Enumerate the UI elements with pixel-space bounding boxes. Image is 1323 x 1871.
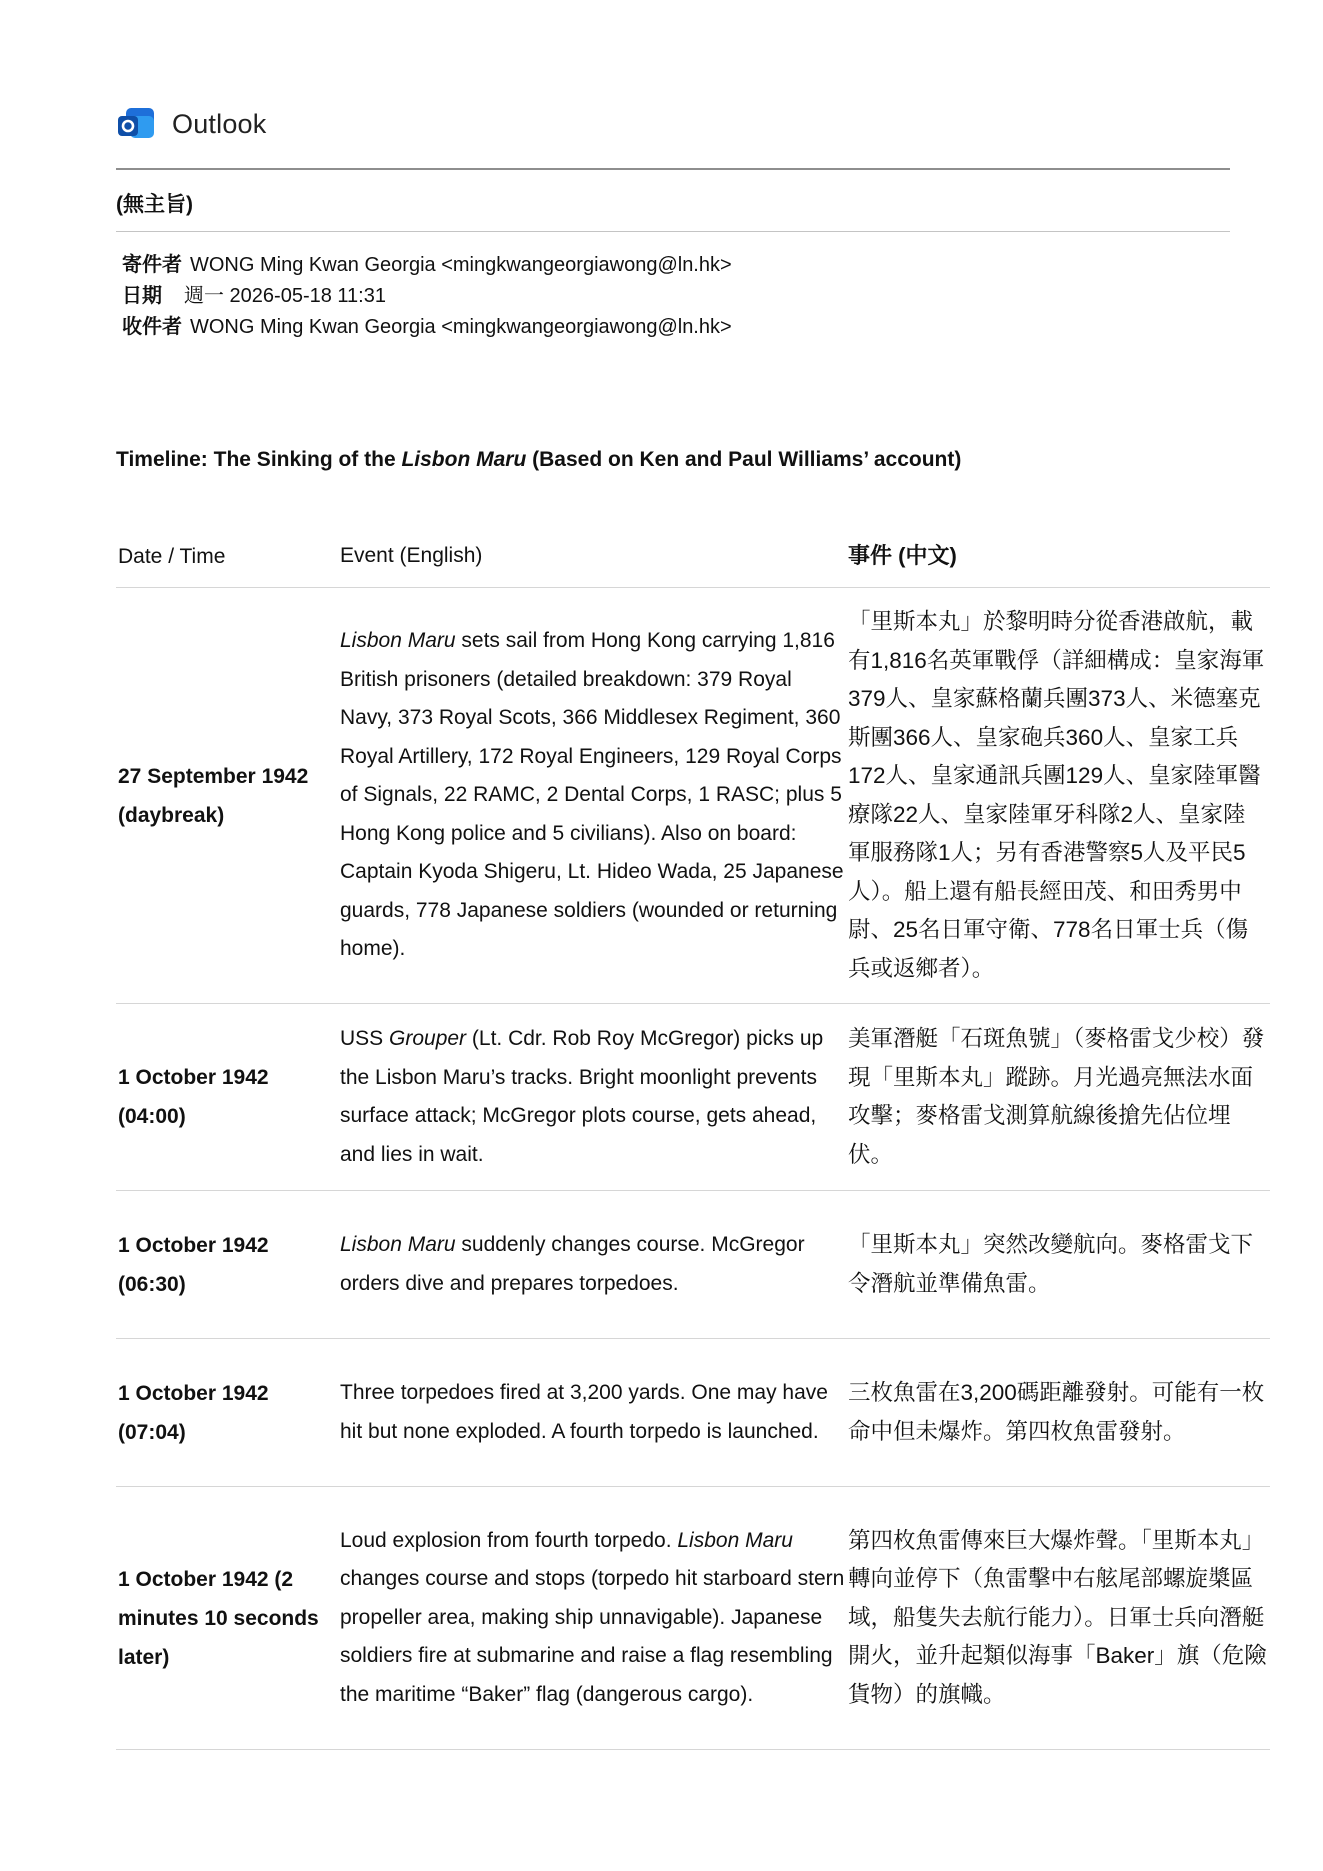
- row-event-en-ship: Lisbon Maru: [340, 1233, 456, 1256]
- row-event-en-post: sets sail from Hong Kong carrying 1,816 British prisoners (detailed breakdown: 379 Royal Navy, 373 Royal Scots, 366 Middlesex Regiment, 360 Royal Artillery, 172 Royal Engineers, 129 Royal Corps of Signals, 22 RAMC, 2 Dental Corps, 1 RASC; plus 5 Hong Kong police and 5 civilians). Also on board: Captain Kyoda Shigeru, Lt. Hideo Wada, 25 Japanese guards, 778 Japanese soldiers (wounded or returning home).: [340, 629, 844, 961]
- row-event-en-pre: Loud explosion from fourth torpedo.: [340, 1528, 678, 1552]
- app-name: Outlook: [172, 108, 267, 139]
- row-event-en: [340, 1020, 848, 1174]
- from-value: WONG Ming Kwan Georgia <mingkwangeorgiawong@ln.hk>: [190, 254, 732, 276]
- header-divider: [116, 168, 1230, 170]
- table-header-row: [116, 525, 1270, 588]
- timeline-title-suffix: (Based on Ken and Paul Williams’ account): [526, 448, 962, 471]
- timeline-title: [116, 448, 961, 472]
- header-event-zh: 事件 (中文): [848, 542, 957, 568]
- row-event-zh: 第四枚魚雷傳來巨大爆炸聲。「里斯本丸」轉向並停下（魚雷擊中右舷尾部螺旋槳區域，船隻失去航行能力）。日軍士兵向潛艇開火，並升起類似海事「Baker」旗（危險貨物）的旗幟。: [848, 1527, 1267, 1707]
- row-event-en-ship: Grouper: [389, 1027, 467, 1050]
- row-event-en: [340, 1522, 848, 1715]
- row-date: 27 September 1942 (daybreak): [118, 764, 309, 827]
- table-row: [116, 1004, 1270, 1191]
- row-date: 1 October 1942 (07:04): [118, 1381, 269, 1444]
- row-event-en-post: (Lt. Cdr. Rob Roy McGregor) picks up the Lisbon Maru’s tracks. Bright moonlight prevents surface attack; McGregor plots course, gets ahead, and lies in wait.: [340, 1027, 824, 1166]
- row-event-en: [340, 1226, 848, 1303]
- email-subject: (無主旨): [116, 193, 193, 216]
- row-event-zh: 「里斯本丸」於黎明時分從香港啟航，載有1,816名英軍戰俘（詳細構成：皇家海軍379人、皇家蘇格蘭兵團373人、米德塞克斯團366人、皇家砲兵360人、皇家工兵172人、皇家通訊兵團129人、皇家陸軍醫療隊22人、皇家陸軍牙科隊2人、皇家陸軍服務隊1人；另有香港警察5人及平民5人）。船上還有船長經田茂、和田秀男中尉、25名日軍守衛、778名日軍士兵（傷兵或返鄉者）。: [848, 609, 1265, 981]
- subject-divider: [116, 231, 1230, 232]
- date-row: [122, 281, 732, 312]
- row-event-zh: 美軍潛艇「石斑魚號」（麥格雷戈少校）發現「里斯本丸」蹤跡。月光過亮無法水面攻擊；麥格雷戈測算航線後搶先佔位埋伏。: [848, 1026, 1265, 1167]
- row-event-en: [340, 1374, 848, 1451]
- row-event-en-pre: USS: [340, 1027, 390, 1050]
- row-date: 1 October 1942 (06:30): [118, 1233, 269, 1296]
- row-event-en-post: suddenly changes course. McGregor orders dive and prepares torpedoes.: [340, 1233, 805, 1295]
- row-event-en-pre: Three torpedoes fired at 3,200 yards. One may have hit but none exploded. A fourth torpedo is launched.: [340, 1381, 828, 1443]
- row-event-en: [340, 622, 848, 969]
- app-header: [116, 104, 266, 144]
- row-date: 1 October 1942 (2 minutes 10 seconds later): [118, 1567, 319, 1669]
- timeline-table: [116, 525, 1270, 1750]
- date-label: 日期: [122, 285, 162, 307]
- header-event-en: Event (English): [340, 543, 483, 567]
- table-row: [116, 1339, 1270, 1487]
- row-date: 1 October 1942 (04:00): [118, 1066, 269, 1128]
- row-event-en-ship: Lisbon Maru: [340, 629, 456, 653]
- to-value: WONG Ming Kwan Georgia <mingkwangeorgiawong@ln.hk>: [190, 316, 732, 338]
- email-headers: [122, 250, 732, 343]
- table-row: [116, 1487, 1270, 1750]
- to-row: [122, 312, 732, 343]
- from-row: [122, 250, 732, 281]
- row-event-en-post: changes course and stops (torpedo hit starboard stern propeller area, making ship unnavigable). Japanese soldiers fire at submarine and raise a flag resembling the maritime “Baker” flag (dangerous cargo).: [340, 1567, 845, 1706]
- row-event-zh: 三枚魚雷在3,200碼距離發射。可能有一枚命中但未爆炸。第四枚魚雷發射。: [848, 1380, 1265, 1444]
- to-label: 收件者: [122, 316, 182, 338]
- outlook-logo-icon: [116, 104, 156, 144]
- row-event-en-ship: Lisbon Maru: [677, 1528, 793, 1552]
- date-value: 週一 2026-05-18 11:31: [184, 285, 386, 307]
- from-label: 寄件者: [122, 254, 182, 276]
- table-row: [116, 1191, 1270, 1339]
- row-event-zh: 「里斯本丸」突然改變航向。麥格雷戈下令潛航並準備魚雷。: [848, 1232, 1254, 1296]
- timeline-title-ship: Lisbon Maru: [401, 448, 527, 471]
- timeline-title-prefix: Timeline: The Sinking of the: [116, 448, 402, 471]
- table-row: [116, 588, 1270, 1004]
- header-date: Date / Time: [118, 544, 226, 568]
